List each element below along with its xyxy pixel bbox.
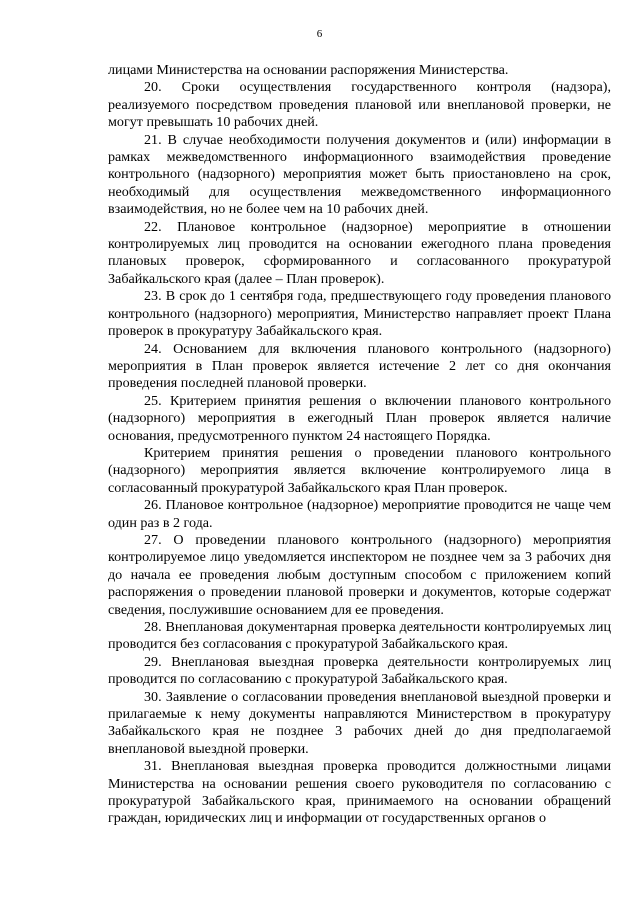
paragraph-28: 28. Внеплановая документарная проверка деятельности контролируемых лиц проводится без согласования с прокуратурой Забайкальского края. (108, 619, 611, 653)
paragraph-25: 25. Критерием принятия решения о включении планового контрольного (надзорного) мероприятия в ежегодный План проверок является наличие основания, предусмотренного пунктом 24 настоящего Порядка. (108, 392, 611, 444)
paragraph-25-criterion: Критерием принятия решения о проведении планового контрольного (надзорного) мероприятия является включение контролируемого лица в согласованный прокуратурой Забайкальского края План проверок. (108, 444, 611, 496)
paragraph-continuation: лицами Министерства на основании распоряжения Министерства. (108, 62, 509, 78)
page-number: 6 (316, 28, 323, 40)
paragraph-27: 27. О проведении планового контрольного (надзорного) мероприятия контролируемое лицо уведомляется инспектором не позднее чем за 3 рабочих дня до начала ее проведения любым доступным способом с приложением копий распоряжения о проведении плановой проверки и документов, которые содержат сведения, послужившие основанием для ее проведения. (108, 531, 611, 618)
paragraph-23: 23. В срок до 1 сентября года, предшествующего году проведения планового контрольного (надзорного) мероприятия, Министерство направляет проект Плана проверок в прокуратуру Забайкальского края. (108, 288, 611, 340)
paragraph-31: 31. Внеплановая выездная проверка проводится должностными лицами Министерства на основании решения своего руководителя по согласованию с прокуратурой Забайкальского края, принимаемого на основании обращений граждан, юридических лиц и информации от государственных органов о (108, 758, 611, 827)
paragraph-29: 29. Внеплановая выездная проверка деятельности контролируемых лиц проводится по согласованию с прокуратурой Забайкальского края. (108, 653, 611, 688)
document-body (108, 62, 611, 828)
paragraph-26: 26. Плановое контрольное (надзорное) мероприятие проводится не чаще чем один раз в 2 года. (108, 497, 611, 531)
paragraph-24: 24. Основанием для включения планового контрольного (надзорного) мероприятия в План проверок является истечение 2 лет со дня окончания проведения последней плановой проверки. (108, 340, 611, 392)
paragraph-22: 22. Плановое контрольное (надзорное) мероприятие в отношении контролируемых лиц проводится на основании ежегодного плана проведения плановых проверок, сформированного и согласованного прокуратурой Забайкальского края (далее – План проверок). (108, 218, 611, 287)
paragraph-30: 30. Заявление о согласовании проведения внеплановой выездной проверки и прилагаемые к нему документы направляются Министерством в прокуратуру Забайкальского края не позднее 3 рабочих дней до дня предполагаемой внеплановой выездной проверки. (108, 688, 611, 757)
paragraph-20: 20. Сроки осуществления государственного контроля (надзора), реализуемого посредством проведения плановой или внеплановой проверки, не могут превышать 10 рабочих дней. (108, 79, 611, 131)
paragraph-21: 21. В случае необходимости получения документов и (или) информации в рамках межведомственного информационного взаимодействия проведение контрольного (надзорного) мероприятия может быть приостановлено на срок, необходимый для осуществления межведомственного информационного взаимодействия, но не более чем на 10 рабочих дней. (108, 131, 611, 218)
